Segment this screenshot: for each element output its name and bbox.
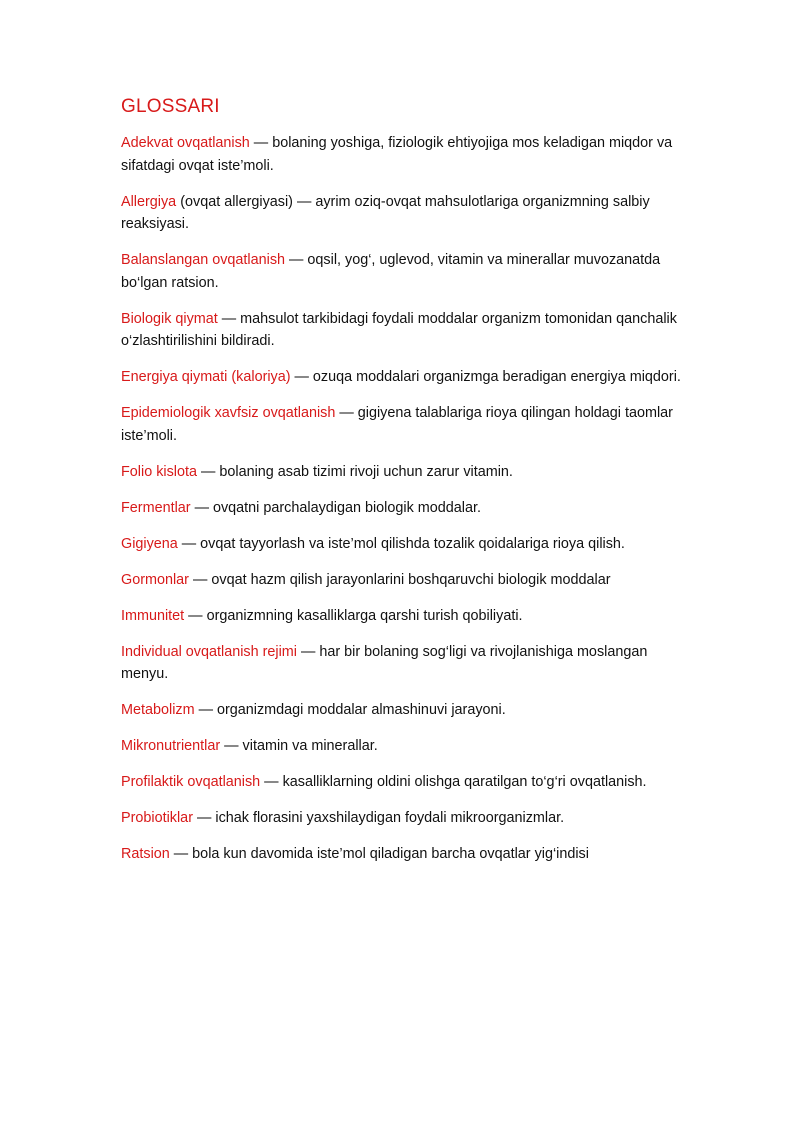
glossary-entry [121, 308, 681, 353]
glossary-term: Profilaktik ovqatlanish [121, 774, 261, 790]
glossary-term: Ratsion [121, 846, 170, 862]
glossary-definition: (ovqat allergiyasi) — ayrim oziq-ovqat mahsulotlariga organizmning salbiy reaksiyasi. [121, 193, 650, 232]
glossary-term: Biologik qiymat [121, 310, 218, 327]
glossary-definition: — har bir bolaning sog‘ligi va rivojlanishiga moslangan menyu. [121, 643, 648, 682]
glossary-term: Mikronutrientlar [121, 738, 221, 754]
glossary-definition: — bolaning yoshiga, fiziologik ehtiyojiga mos keladigan miqdor va sifatdagi ovqat iste’moli. [121, 135, 673, 174]
glossary-entry [121, 699, 681, 722]
glossary-entry [121, 569, 681, 592]
glossary-term: Energiya qiymati (kaloriya) [121, 369, 291, 385]
glossary-definition: — vitamin va minerallar. [220, 738, 378, 754]
glossary-definition: — ozuqa moddalari organizmga beradigan energiya miqdori. [290, 369, 681, 385]
glossary-term: Immunitet [121, 607, 185, 624]
glossary-term: Metabolizm [121, 702, 195, 718]
glossary-entry [121, 497, 681, 520]
glossary-term: Adekvat ovqatlanish [121, 135, 250, 151]
glossary-definition: — organizmdagi moddalar almashinuvi jarayoni. [194, 702, 506, 718]
glossary-entry [121, 641, 681, 686]
glossary-entry [121, 533, 681, 556]
glossary-entry [121, 132, 681, 177]
glossary-entry [121, 735, 681, 758]
glossary-definition: — organizmning kasalliklarga qarshi turish qobiliyati. [184, 607, 523, 624]
page-title: GLOSSARI [121, 96, 220, 117]
glossary-term: Probiotiklar [121, 810, 193, 826]
glossary-entry [121, 807, 681, 830]
glossary-term: Gigiyena [121, 535, 178, 552]
glossary-entry [121, 402, 681, 447]
glossary-definition: — bola kun davomida iste’mol qiladigan barcha ovqatlar yig‘indisi [169, 846, 589, 862]
glossary-entry [121, 605, 681, 628]
glossary-entry [121, 771, 681, 794]
glossary-term: Folio kislota [121, 463, 197, 480]
glossary-entry [121, 249, 681, 294]
glossary-term: Individual ovqatlanish rejimi [121, 643, 297, 660]
glossary-definition: — oqsil, yog‘, uglevod, vitamin va minerallar muvozanatda bo‘lgan ratsion. [121, 252, 661, 291]
glossary-page [121, 96, 681, 879]
glossary-definition: — ovqat hazm qilish jarayonlarini boshqaruvchi biologik moddalar [188, 571, 611, 588]
glossary-entry [121, 191, 681, 236]
glossary-term: Fermentlar [121, 499, 191, 516]
glossary-definition: — gigiyena talablariga rioya qilingan holdagi taomlar iste’moli. [121, 405, 673, 444]
glossary-definition: — ovqat tayyorlash va iste’mol qilishda tozalik qoidalariga rioya qilish. [177, 535, 625, 552]
glossary-definition: — kasalliklarning oldini olishga qaratilgan to‘g‘ri ovqatlanish. [260, 774, 647, 790]
glossary-entry [121, 843, 681, 866]
glossary-term: Gormonlar [121, 571, 189, 588]
glossary-definition: — ichak florasini yaxshilaydigan foydali mikroorganizmlar. [192, 810, 565, 826]
glossary-term: Allergiya [121, 193, 177, 210]
glossary-entry [121, 461, 681, 484]
glossary-definition: — ovqatni parchalaydigan biologik moddalar. [190, 499, 481, 516]
glossary-definition: — bolaning asab tizimi rivoji uchun zarur vitamin. [196, 463, 513, 480]
glossary-definition: — mahsulot tarkibidagi foydali moddalar organizm tomonidan qanchalik o‘zlashtirilishini bildiradi. [121, 310, 677, 349]
glossary-term: Balanslangan ovqatlanish [121, 252, 286, 268]
glossary-term: Epidemiologik xavfsiz ovqatlanish [121, 405, 336, 421]
glossary-list [121, 132, 681, 866]
glossary-entry [121, 366, 681, 389]
